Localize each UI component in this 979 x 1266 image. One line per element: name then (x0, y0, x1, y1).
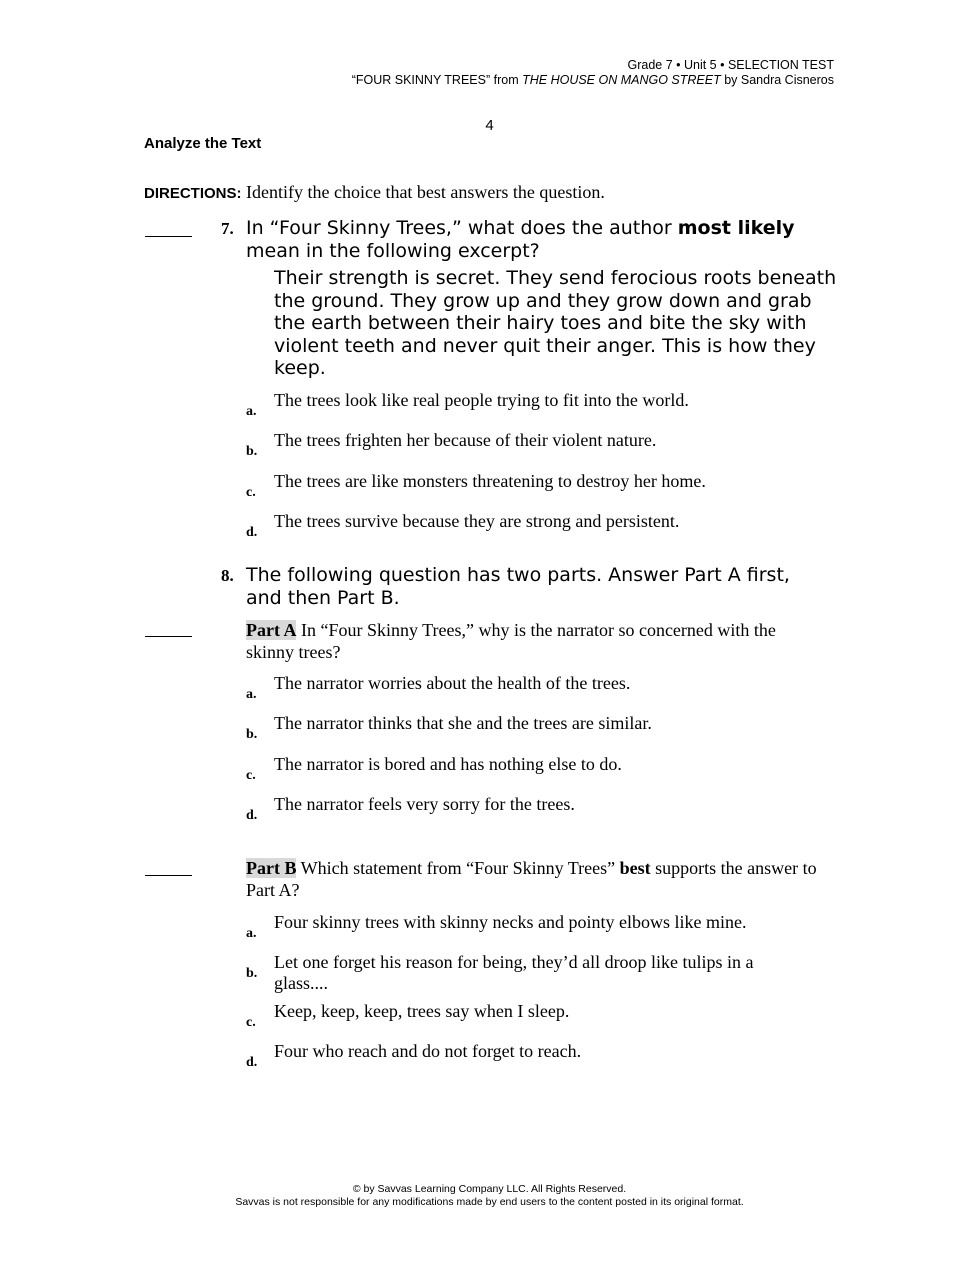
part-a-text: In “Four Skinny Trees,” why is the narrator so concerned with the skinny trees? (246, 620, 776, 662)
q7-option-a-letter[interactable]: a. (246, 404, 257, 419)
q8b-option-b[interactable]: Let one forget his reason for being, they’d all droop like tulips in a glass.... (274, 952, 754, 993)
q8b-option-d-letter[interactable]: d. (246, 1055, 258, 1070)
part-b-text-post: supports the answer to Part A? (246, 858, 817, 900)
directions (144, 182, 605, 203)
q7-option-d[interactable]: The trees survive because they are strong and persistent. (274, 511, 680, 531)
directions-label: DIRECTIONS: (144, 185, 242, 202)
q8b-option-d[interactable]: Four who reach and do not forget to reach. (274, 1041, 582, 1061)
question-8-part-a (246, 619, 826, 663)
q8b-option-c[interactable]: Keep, keep, keep, trees say when I sleep. (274, 1001, 570, 1021)
q7-option-d-letter[interactable]: d. (246, 525, 258, 540)
question-7-excerpt: Their strength is secret. They send ferocious roots beneath the ground. They grow up and they grow down and grab the earth between their hairy toes and bite the sky with violent teeth and never quit their anger. This is how they keep. (274, 267, 837, 379)
directions-text: Identify the choice that best answers the question. (241, 182, 605, 202)
q7-option-b-letter[interactable]: b. (246, 444, 258, 459)
question-7-emphasis: most likely (677, 217, 795, 239)
q8a-option-a-letter[interactable]: a. (246, 687, 257, 702)
question-8-part-b (246, 857, 826, 901)
page-number: 4 (485, 117, 494, 134)
q8a-option-d[interactable]: The narrator feels very sorry for the trees. (274, 794, 575, 814)
question-7-text-pre: In “Four Skinny Trees,” what does the author (246, 217, 678, 239)
part-a-label: Part A (246, 620, 297, 640)
footer-copyright: © by Savvas Learning Company LLC. All Rights Reserved. (352, 1183, 627, 1195)
header-book-title: THE HOUSE ON MANGO STREET (522, 73, 721, 87)
answer-blank-q8-part-a[interactable] (145, 636, 192, 637)
footer (0, 1183, 979, 1209)
q8a-option-d-letter[interactable]: d. (246, 808, 258, 823)
page-header (352, 58, 834, 88)
q8b-option-c-letter[interactable]: c. (246, 1015, 256, 1030)
q8a-option-b-letter[interactable]: b. (246, 727, 258, 742)
answer-blank-q7[interactable] (145, 236, 192, 237)
header-grade-unit: Grade 7 • Unit 5 • SELECTION TEST (627, 58, 834, 72)
q7-option-c-letter[interactable]: c. (246, 485, 256, 500)
header-selection (352, 73, 834, 88)
footer-disclaimer: Savvas is not responsible for any modifications made by end users to the content posted in its original format. (235, 1196, 744, 1208)
part-b-text-pre: Which statement from “Four Skinny Trees” (296, 858, 620, 878)
q8b-option-b-letter[interactable]: b. (246, 966, 258, 981)
q8b-option-a-letter[interactable]: a. (246, 926, 257, 941)
part-b-label: Part B (246, 858, 297, 878)
question-8-text: The following question has two parts. Answer Part A first, and then Part B. (246, 564, 790, 609)
question-7-text-post: mean in the following excerpt? (246, 239, 540, 262)
q7-option-c[interactable]: The trees are like monsters threatening to destroy her home. (274, 471, 706, 491)
q7-option-a[interactable]: The trees look like real people trying to fit into the world. (274, 390, 689, 410)
header-selection-post: by Sandra Cisneros (720, 73, 834, 87)
answer-blank-q8-part-b[interactable] (145, 875, 192, 876)
header-selection-pre: “FOUR SKINNY TREES” from (351, 73, 523, 87)
question-7-text (246, 217, 836, 262)
question-number-7: 7. (221, 219, 234, 238)
q8b-option-a[interactable]: Four skinny trees with skinny necks and pointy elbows like mine. (274, 912, 747, 932)
q8a-option-b[interactable]: The narrator thinks that she and the trees are similar. (274, 713, 652, 733)
q8a-option-c[interactable]: The narrator is bored and has nothing else to do. (274, 754, 622, 774)
part-b-emphasis: best (619, 858, 651, 878)
q7-option-b[interactable]: The trees frighten her because of their violent nature. (274, 430, 657, 450)
section-title: Analyze the Text (144, 135, 262, 152)
q8a-option-a[interactable]: The narrator worries about the health of the trees. (274, 673, 631, 693)
question-number-8: 8. (221, 566, 234, 585)
q8a-option-c-letter[interactable]: c. (246, 768, 256, 783)
